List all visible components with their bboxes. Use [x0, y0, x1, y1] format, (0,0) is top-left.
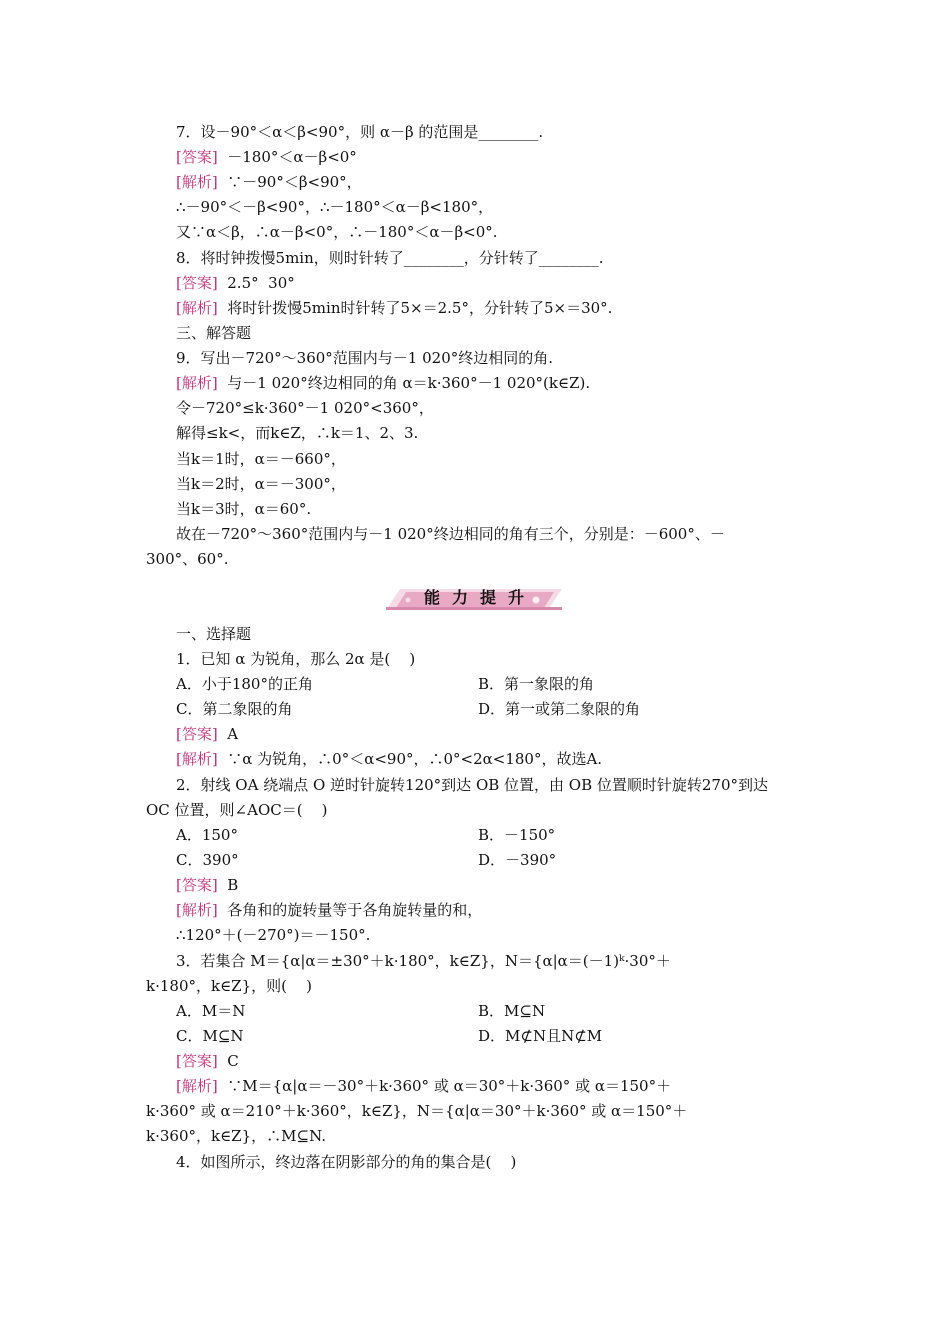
p2-option-d: D．－390°	[478, 851, 557, 869]
p1-option-b: B．第一象限的角	[478, 675, 595, 693]
p1-answer: A	[227, 725, 239, 743]
p2-stem-cont: OC 位置，则∠AOC＝( )	[146, 801, 328, 819]
p3-option-a: A．M＝N	[176, 1002, 246, 1020]
analysis-tag: [解析]	[176, 901, 218, 919]
q7-analysis-line-1: ∴－90°＜－β<90°，∴－180°＜α－β<180°，	[176, 198, 494, 216]
q7-answer: －180°＜α－β<0°	[227, 148, 357, 166]
p1-option-d: D．第一或第二象限的角	[478, 700, 641, 718]
p3-option-d: D．M⊄N且N⊄M	[478, 1027, 603, 1045]
q8-answer-line	[176, 271, 838, 296]
answer-tag: [答案]	[176, 876, 218, 894]
p3-analysis-line-2: k·360°，k∈Z}，∴M⊆N.	[146, 1127, 327, 1145]
p2-option-a: A．150°	[176, 826, 238, 844]
p3-analysis-line	[176, 1074, 838, 1099]
p1-analysis: ∵α 为锐角，∴0°＜α<90°，∴0°<2α<180°，故选A.	[227, 750, 603, 768]
answer-tag: [答案]	[176, 274, 218, 292]
p1-option-a: A．小于180°的正角	[176, 675, 313, 693]
analysis-tag: [解析]	[176, 173, 218, 191]
q9-analysis: 与－1 020°终边相同的角 α＝k·360°－1 020°(k∈Z).	[227, 374, 591, 392]
q9-line-5: 当k＝3时，α＝60°.	[176, 500, 312, 518]
answer-tag: [答案]	[176, 148, 218, 166]
p3-stem-cont: k·180°，k∈Z}，则( )	[146, 977, 312, 995]
q7-analysis-line	[176, 170, 838, 195]
analysis-tag: [解析]	[176, 299, 218, 317]
p1-stem: 1．已知 α 为锐角，那么 2α 是( )	[176, 650, 416, 668]
analysis-tag: [解析]	[176, 1077, 218, 1095]
section-banner	[386, 586, 562, 610]
q8-analysis: 将时针拨慢5min时针转了5×＝2.5°，分针转了5×＝30°.	[227, 299, 613, 317]
answer-tag: [答案]	[176, 725, 218, 743]
q7-analysis: ∵－90°＜β<90°，	[227, 173, 362, 191]
p2-option-b: B．－150°	[478, 826, 556, 844]
q9-analysis-line	[176, 371, 838, 396]
p1-answer-line	[176, 722, 838, 747]
section-heading-3: 三、解答题	[176, 324, 252, 342]
p2-answer-line	[176, 873, 838, 898]
p2-stem: 2．射线 OA 绕端点 O 逆时针旋转120°到达 OB 位置，由 OB 位置顺时针旋转270°到达	[176, 776, 769, 794]
p4-stem: 4．如图所示，终边落在阴影部分的角的集合是( )	[176, 1153, 517, 1171]
q9-line-3: 当k＝1时，α＝－660°，	[176, 450, 346, 468]
q8-stem: 8．将时钟拨慢5min，则时针转了________，分针转了________.	[176, 249, 604, 267]
q9-line-6: 故在－720°～360°范围内与－1 020°终边相同的角有三个，分别是：－600°、－	[176, 525, 725, 543]
answer-tag: [答案]	[176, 1052, 218, 1070]
q9-stem: 9．写出－720°～360°范围内与－1 020°终边相同的角.	[176, 349, 554, 367]
p2-analysis: 各角和的旋转量等于各角旋转量的和，	[227, 901, 483, 919]
q9-line-2: 解得≤k<，而k∈Z，∴k＝1、2、3.	[176, 424, 419, 442]
p3-option-b: B．M⊆N	[478, 1002, 546, 1020]
analysis-tag: [解析]	[176, 750, 218, 768]
p2-analysis-line	[176, 898, 838, 923]
p3-analysis: ∵M＝{α|α＝－30°＋k·360° 或 α＝30°＋k·360° 或 α＝150°＋	[227, 1077, 672, 1095]
p3-analysis-line-1: k·360° 或 α＝210°＋k·360°，k∈Z}，N＝{α|α＝30°＋k·360° 或 α＝150°＋	[146, 1102, 688, 1120]
q9-line-1: 令－720°≤k·360°－1 020°<360°，	[176, 399, 434, 417]
q9-line-4: 当k＝2时，α＝－300°，	[176, 475, 346, 493]
q7-analysis-line-2: 又∵α＜β，∴α－β<0°，∴－180°＜α－β<0°.	[176, 223, 498, 241]
p3-answer-line	[176, 1049, 838, 1074]
p3-stem: 3．若集合 M＝{α|α＝±30°＋k·180°，k∈Z}，N＝{α|α＝(－1)ᵏ·30°＋	[176, 952, 671, 970]
p2-answer: B	[227, 876, 239, 894]
p3-option-c: C．M⊆N	[176, 1027, 244, 1045]
q8-answer: 2.5° 30°	[227, 274, 295, 292]
q7-stem: 7．设－90°＜α＜β<90°，则 α－β 的范围是________.	[176, 123, 544, 141]
banner-title: 能力提升	[423, 588, 536, 607]
section-heading-1: 一、选择题	[176, 625, 252, 643]
q9-line-7: 300°、60°.	[146, 550, 229, 568]
analysis-tag: [解析]	[176, 374, 218, 392]
p1-option-c: C．第二象限的角	[176, 700, 293, 718]
p2-option-c: C．390°	[176, 851, 239, 869]
q7-answer-line	[176, 145, 838, 170]
p3-answer: C	[227, 1052, 239, 1070]
p2-analysis-line-1: ∴120°＋(－270°)＝－150°.	[176, 926, 371, 944]
p1-analysis-line	[176, 747, 838, 772]
q8-analysis-line	[176, 296, 838, 321]
